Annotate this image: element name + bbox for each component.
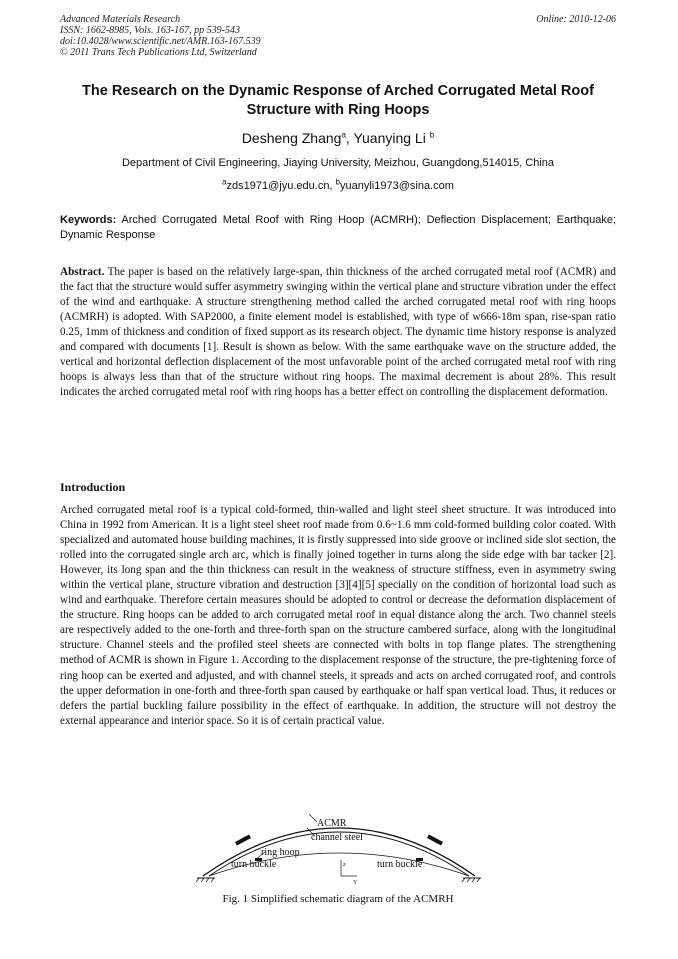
- author-1: Desheng Zhang: [241, 130, 342, 146]
- email-line: [60, 177, 616, 192]
- journal-name: Advanced Materials Research: [60, 14, 181, 25]
- journal-doi: doi:10.4028/www.scientific.net/AMR.163-167.539: [60, 36, 261, 47]
- paper-title: The Research on the Dynamic Response of Arched Corrugated Metal Roof Structure with Ring Hoops: [82, 83, 594, 118]
- abstract-label: Abstract.: [60, 266, 105, 278]
- author-1-affil-mark: a: [341, 130, 346, 140]
- label-axis-z: z: [343, 862, 346, 868]
- abstract: [60, 265, 616, 400]
- online-date: Online: 2010-12-06: [536, 14, 616, 25]
- label-acmr: ACMR: [317, 818, 347, 829]
- email-1-mark: a: [222, 177, 227, 187]
- email-2: yuanyli1973@sina.com: [340, 180, 454, 192]
- section-heading-introduction: Introduction: [60, 480, 126, 494]
- keywords: [60, 213, 616, 243]
- affiliation: Department of Civil Engineering, Jiaying University, Meizhou, Guangdong,514015, China: [121, 157, 555, 169]
- author-2-affil-mark: b: [429, 130, 435, 140]
- label-turn-buckle-right: turn buckle: [377, 859, 423, 870]
- author-2: Yuanying Li: [353, 130, 430, 146]
- email-1: zds1971@jyu.edu.cn,: [226, 180, 336, 192]
- figure-caption: Fig. 1 Simplified schematic diagram of the ACMRH: [222, 893, 454, 905]
- author-separator: ,: [345, 130, 354, 146]
- support-right: [462, 878, 481, 882]
- label-ring-hoop: ring hoop: [261, 847, 300, 858]
- author-line: [60, 130, 616, 146]
- leader-acmr: [309, 814, 317, 822]
- label-channel-steel: channel steel: [311, 832, 363, 843]
- introduction-paragraph: Arched corrugated metal roof is a typical cold-formed, thin-walled and light steel sheet structure. It was introduced into China in 1992 from American. It is a light steel sheet roof made from 0.6~1.6 mm cold-formed building color coated. With specialized and automated house building machines, it is firstly suppressed into side groove or inclined side slot section, the rolled into the corrugated single arch arc, which is finally joined together in turns along the side edge with bar tacker [2]. However, its long span and the thin thickness can result in the weakness of structure stiffness, even in asymmetry swing within the vertical plane, structure vibration and destruction [3][4][5] specially on the condition of horizontal load such as wind and earthquake. Therefore certain measures should be adopted to control or decrease the deformation displacement of the structure. Ring hoops can be added to arch corrugated metal roof in equal distance along the arch. Two channel steels are respectively added to the one-forth and three-forth span on the structure cambered surface, along with the longitudinal structure. Channel steels and the profiled steel sheets are connected with bolts in top flange plates. The strengthening method of ACMR is shown in Figure 1. According to the displacement response of the structure, the pre-tightening force of ring hoop can be exerted and adjusted, and with channel steels, it spreads and acts on arched corrugated roof, and controls the upper deformation in one-forth and three-forth span caused by earthquake or half span vertical load. Thus, it reduces or defers the partial buckling failure possibility in the effect of earthquake. In addition, the structure will not destroy the external appearance and interior space. So it is of certain practical value.: [60, 504, 616, 727]
- support-left: [196, 878, 215, 882]
- journal-issn: ISSN: 1662-8985, Vols. 163-167, pp 539-543: [60, 25, 240, 36]
- label-axis-y: Y: [353, 880, 358, 886]
- acmrh-schematic-figure: [195, 810, 483, 888]
- email-2-mark: b: [335, 177, 340, 187]
- channel-steel-left: [235, 834, 251, 845]
- keywords-label: Keywords:: [60, 214, 117, 226]
- label-turn-buckle-left: turn buckle: [231, 859, 277, 870]
- journal-copyright: © 2011 Trans Tech Publications Ltd, Switzerland: [60, 47, 257, 58]
- keywords-text: Arched Corrugated Metal Roof with Ring Hoop (ACMRH); Deflection Displacement; Earthquake; Dynamic Response: [60, 214, 616, 241]
- journal-meta: [60, 14, 616, 58]
- abstract-text: The paper is based on the relatively large-span, thin thickness of the arched corrugated metal roof (ACMR) and the fact that the structure would suffer asymmetry swinging within the vertical plane and structure vibration under the effect of the wind and earthquake. A structure strengthening method called the arched corrugated metal roof with ring hoops (ACMRH) is adopted. With SAP2000, a finite element model is established, with type of w666-18m span, rise-span ratio 0.25, 1mm of thickness and condition of fixed support as its research object. The dynamic time history response is analyzed and compared with documents [1]. Result is shown as below. With the same earthquake wave on the structure added, the vertical and horizontal deflection displacement of the most unfavorable point of the arched corrugated metal roof with ring hoops is always less than that of the structure without ring hoops. The maximal decrement is about 28%. This result indicates the arched corrugated metal roof with ring hoops has a better effect on controlling the displacement deformation.: [60, 266, 616, 399]
- channel-steel-right: [427, 834, 443, 845]
